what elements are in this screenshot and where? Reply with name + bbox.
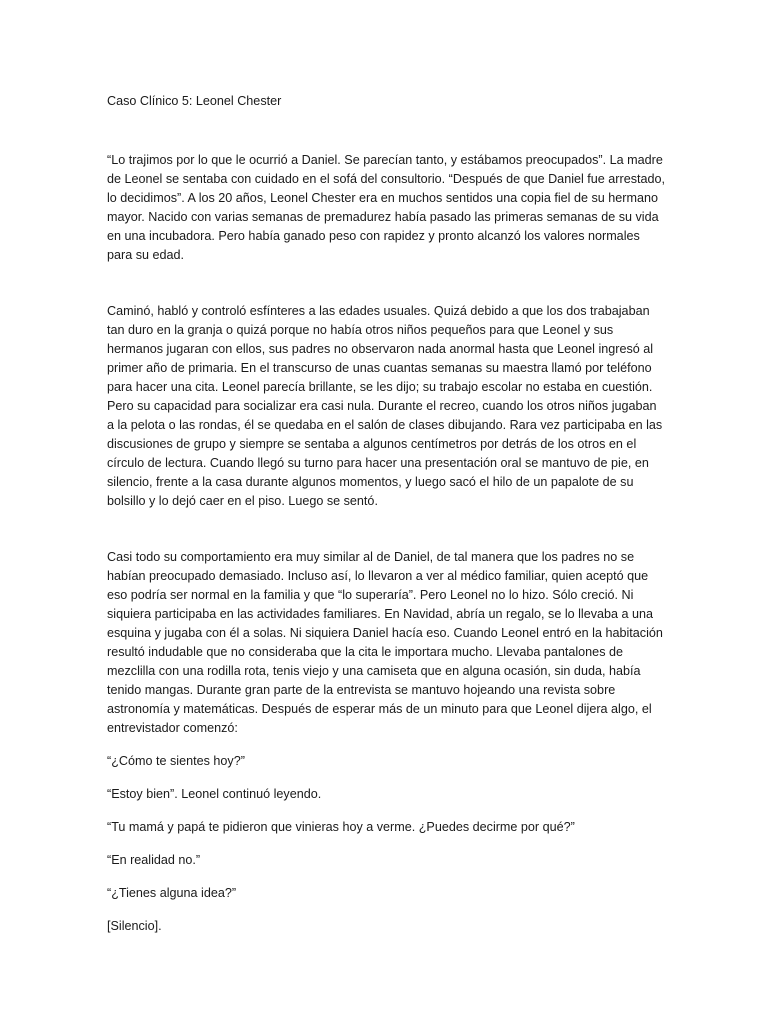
dialogue-line-5: “¿Tienes alguna idea?” <box>107 886 237 900</box>
spacer <box>107 111 667 151</box>
paragraph-2: Caminó, habló y controló esfínteres a las edades usuales. Quizá debido a que los dos trabajaban tan duro en la granja o quizá porque no había otros niños pequeños para que Leonel y sus hermanos jugaran con ellos, sus padres no observaron nada anormal hasta que Leonel ingresó al primer año de primaria. En el transcurso de unas cuantas semanas su maestra llamó por teléfono para hacer una cita. Leonel parecía brillante, se les dijo; su trabajo escolar no estaba en cuestión. Pero su capacidad para socializar era casi nula. Durante el recreo, cuando los otros niños jugaban a la pelota o las rondas, él se quedaba en el salón de clases dibujando. Rara vez participaba en las discusiones de grupo y siempre se sentaba a algunos centímetros por detrás de los otros en el círculo de lectura. Cuando llegó su turno para hacer una presentación oral se mantuvo de pie, en silencio, frente a la casa durante algunos momentos, y luego sacó el hilo de un papalote de su bolsillo y lo dejó caer en el piso. Luego se sentó. <box>107 304 663 508</box>
spacer <box>107 771 667 785</box>
dialogue-line-6: [Silencio]. <box>107 919 162 933</box>
document-title: Caso Clínico 5: Leonel Chester <box>107 94 282 108</box>
dialogue-line-2: “Estoy bien”. Leonel continuó leyendo. <box>107 787 322 801</box>
spacer <box>107 870 667 884</box>
dialogue-line-4: “En realidad no.” <box>107 853 201 867</box>
spacer <box>107 837 667 851</box>
spacer <box>107 738 667 752</box>
paragraph-1: “Lo trajimos por lo que le ocurrió a Daniel. Se parecían tanto, y estábamos preocupados”. La madre de Leonel se sentaba con cuidado en el sofá del consultorio. “Después de que Daniel fue arrestado, lo decidimos”. A los 20 años, Leonel Chester era en muchos sentidos una copia fiel de su hermano mayor. Nacido con varias semanas de premadurez había pasado las primeras semanas de su vida en una incubadora. Pero había ganado peso con rapidez y pronto alcanzó los valores normales para su edad. <box>107 153 665 262</box>
dialogue-line-3: “Tu mamá y papá te pidieron que vinieras hoy a verme. ¿Puedes decirme por qué?” <box>107 820 575 834</box>
document-body <box>107 92 667 936</box>
spacer <box>107 903 667 917</box>
spacer <box>107 804 667 818</box>
spacer <box>107 265 667 302</box>
dialogue-line-1: “¿Cómo te sientes hoy?” <box>107 754 245 768</box>
spacer <box>107 511 667 548</box>
paragraph-3: Casi todo su comportamiento era muy similar al de Daniel, de tal manera que los padres no se habían preocupado demasiado. Incluso así, lo llevaron a ver al médico familiar, quien aceptó que eso podría ser normal en la familia y que “lo superaría”. Pero Leonel no lo hizo. Sólo creció. Ni siquiera participaba en las actividades familiares. En Navidad, abría un regalo, se lo llevaba a una esquina y jugaba con él a solas. Ni siquiera Daniel hacía eso. Cuando Leonel entró en la habitación resultó indudable que no consideraba que la cita le importara mucho. Llevaba pantalones de mezclilla con una rodilla rota, tenis viejo y una camiseta que en alguna ocasión, sin duda, había tenido mangas. Durante gran parte de la entrevista se mantuvo hojeando una revista sobre astronomía y matemáticas. Después de esperar más de un minuto para que Leonel dijera algo, el entrevistador comenzó: <box>107 550 663 735</box>
